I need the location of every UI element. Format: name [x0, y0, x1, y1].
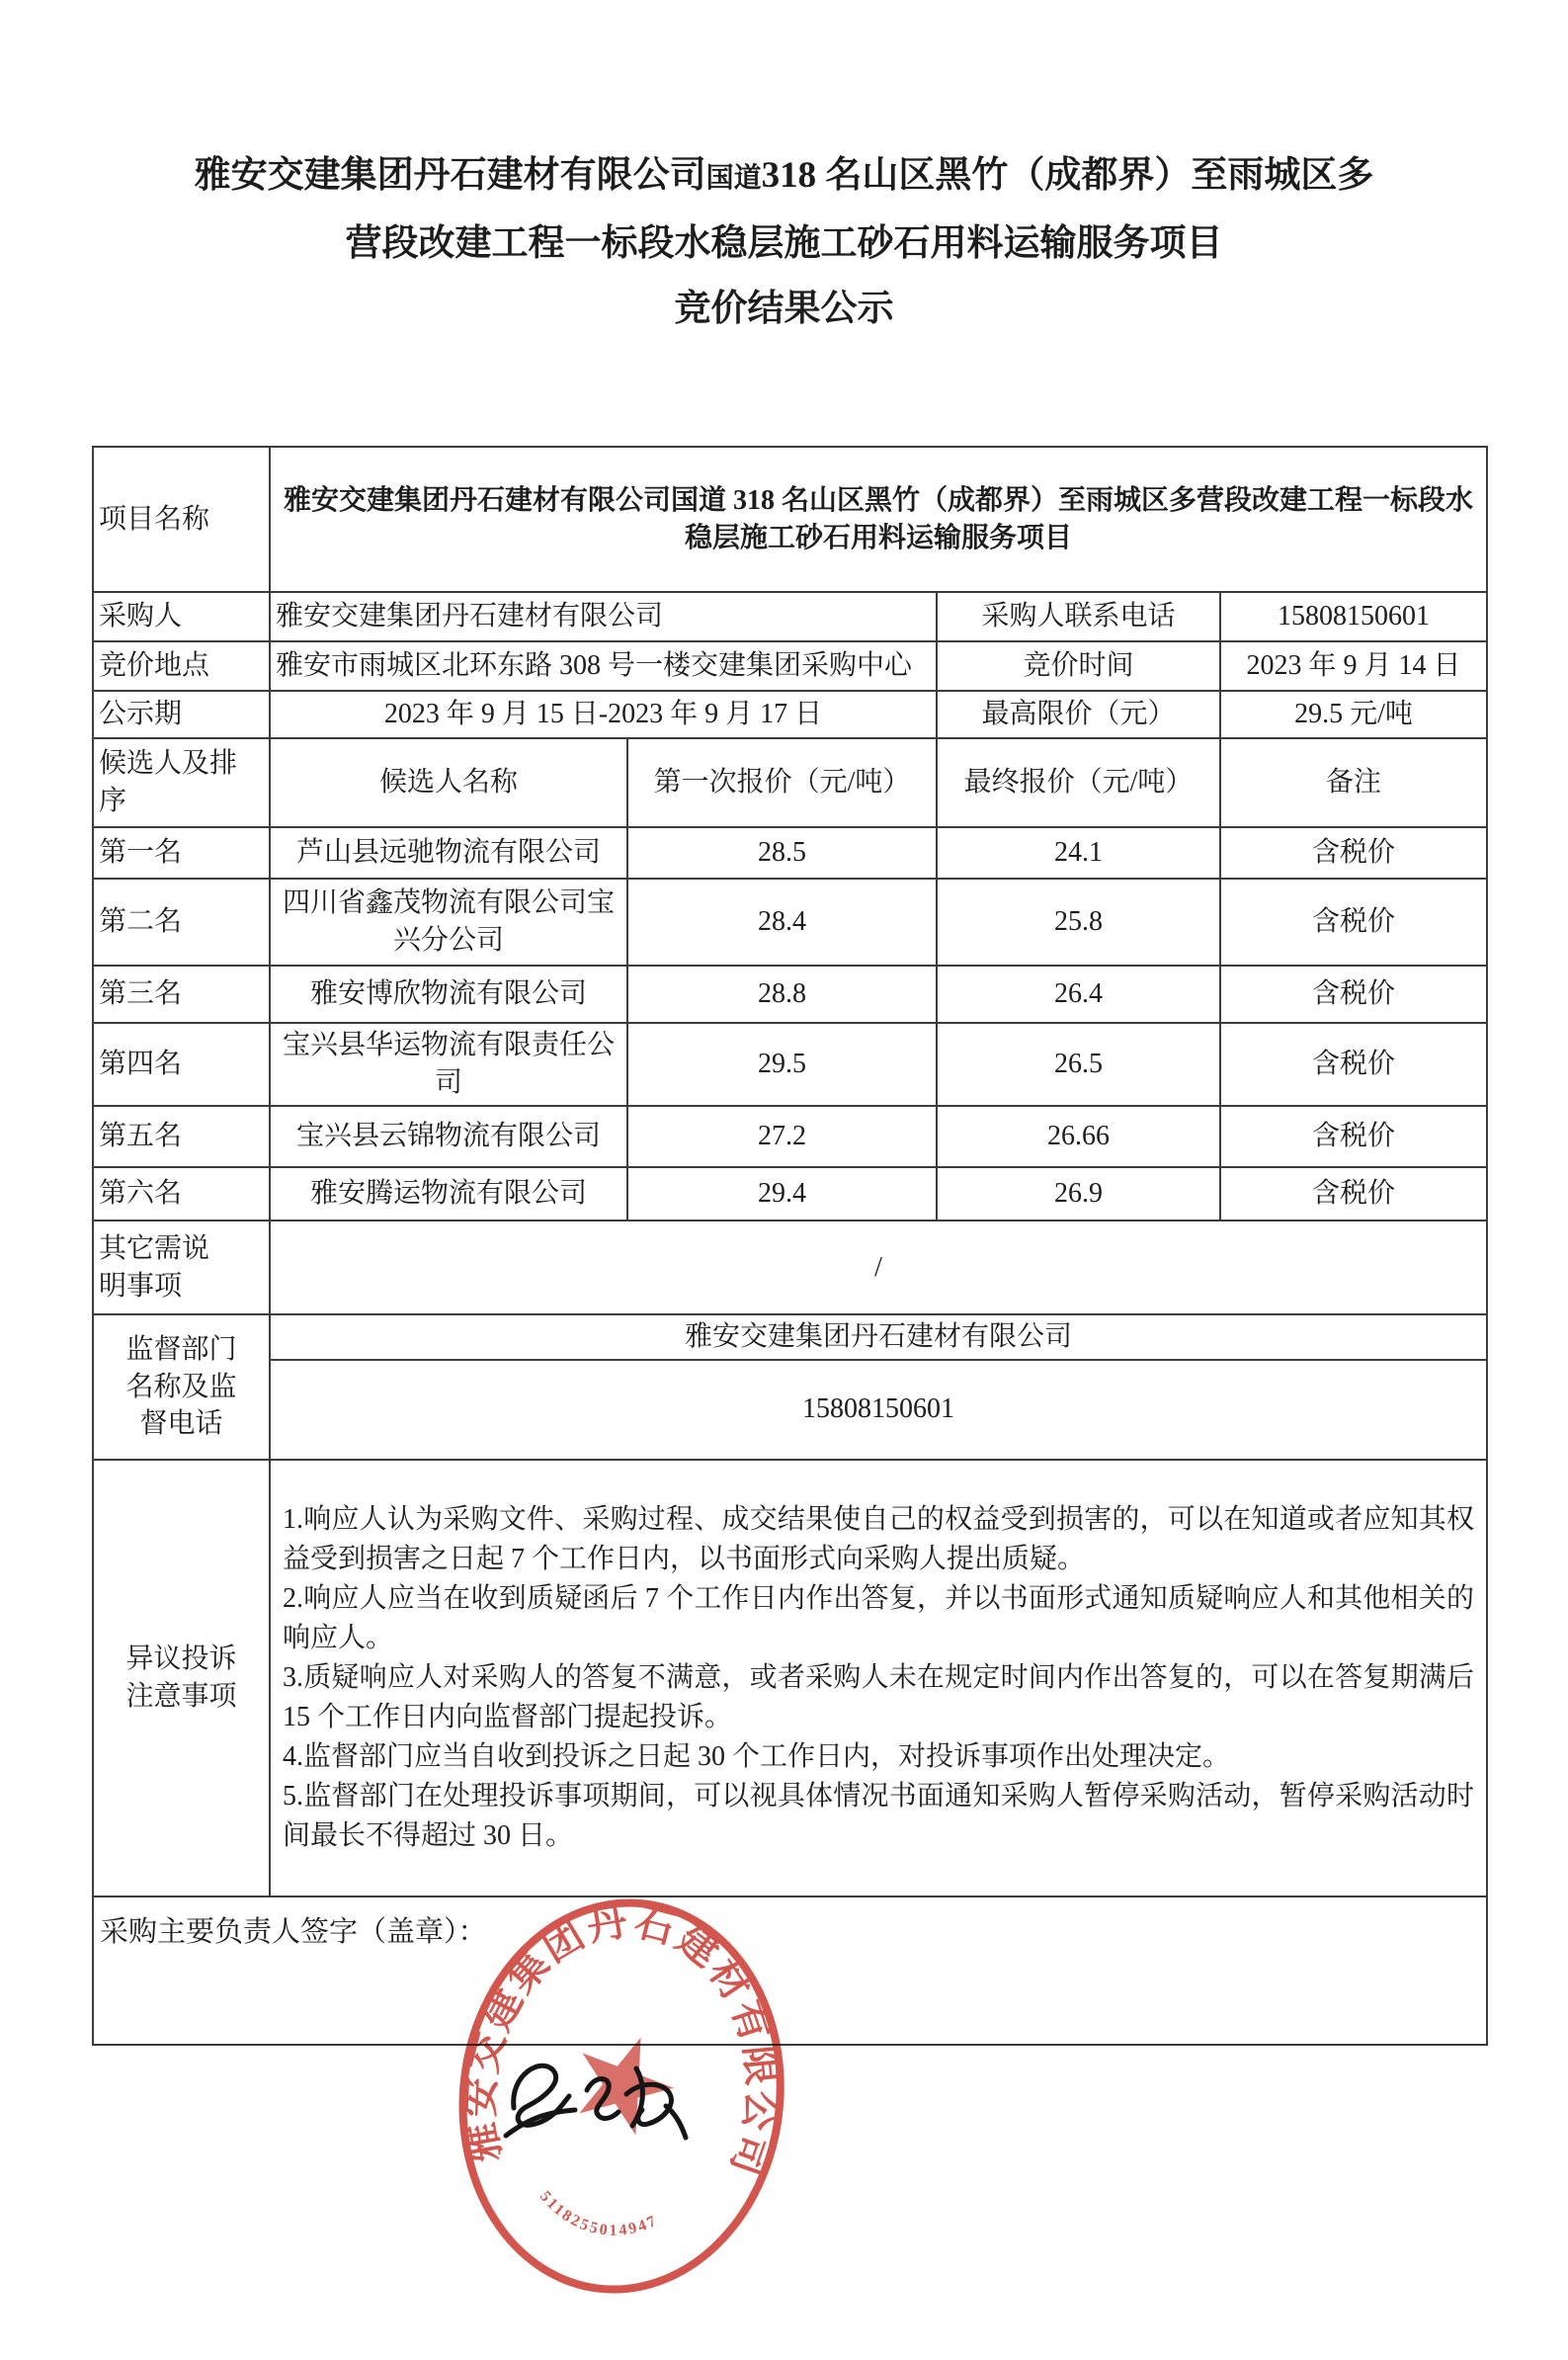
other-notes-value: /: [270, 1221, 1487, 1314]
candidate-name-cell: 宝兴县云锦物流有限公司: [270, 1106, 627, 1167]
rank-cell: 第一名: [93, 827, 270, 879]
publicity-label: 公示期: [93, 691, 270, 738]
header-first-price: 第一次报价（元/吨）: [627, 738, 937, 827]
table-row: [93, 966, 1487, 1023]
note-cell: 含税价: [1220, 966, 1487, 1023]
rank-cell: 第三名: [93, 966, 270, 1023]
row-supervision-name: [93, 1314, 1487, 1360]
title-road-word: 国道: [705, 163, 762, 194]
objection-item-5: 5.监督部门在处理投诉事项期间，可以视具体情况书面通知采购人暂停采购活动，暂停采购活动时间最长不得超过 30 日。: [283, 1780, 1475, 1851]
table-row: [93, 827, 1487, 879]
title-company: 雅安交建集团丹石建材有限公司: [194, 155, 706, 196]
row-objection: [93, 1460, 1487, 1896]
title-line-1: [59, 143, 1509, 211]
table-row: [93, 1106, 1487, 1167]
objection-item-3: 3.质疑响应人对采购人的答复不满意，或者采购人未在规定时间内作出答复的，可以在答复期满后 15 个工作日内向监督部门提起投诉。: [283, 1661, 1475, 1732]
project-name-value: 雅安交建集团丹石建材有限公司国道 318 名山区黑竹（成都界）至雨城区多营段改建工程一标段水稳层施工砂石用料运输服务项目: [270, 447, 1487, 592]
objection-item-4: 4.监督部门应当自收到投诉之日起 30 个工作日内，对投诉事项作出处理决定。: [283, 1740, 1231, 1772]
buyer-label: 采购人: [93, 592, 270, 641]
bid-header-row: [93, 738, 1487, 827]
final-price-cell: 26.4: [937, 966, 1220, 1023]
row-supervision-phone: [93, 1360, 1487, 1460]
seal-company-text: 雅安交建集团丹石建材有限公司: [456, 1898, 784, 2184]
final-price-cell: 24.1: [937, 827, 1220, 879]
first-price-cell: 27.2: [627, 1106, 937, 1167]
title-line1-rest: 318 名山区黑竹（成都界）至雨城区多: [761, 155, 1374, 196]
signature-label: 采购主要负责人签字（盖章）：: [100, 1915, 487, 1948]
row-publicity: [93, 691, 1487, 738]
first-price-cell: 28.5: [627, 827, 937, 879]
buyer-value: 雅安交建集团丹石建材有限公司: [270, 592, 937, 641]
first-price-cell: 28.8: [627, 966, 937, 1023]
time-label: 竞价时间: [937, 641, 1220, 691]
signature-handwriting: [492, 2047, 700, 2163]
first-price-cell: 29.4: [627, 1167, 937, 1221]
objection-item-2: 2.响应人应当在收到质疑函后 7 个工作日内作出答复，并以书面形式通知质疑响应人和其他相关的响应人。: [283, 1582, 1475, 1653]
time-value: 2023 年 9 月 14 日: [1220, 641, 1487, 691]
candidate-name-cell: 宝兴县华运物流有限责任公司: [270, 1023, 627, 1106]
first-price-cell: 29.5: [627, 1023, 937, 1106]
candidate-name-cell: 雅安腾运物流有限公司: [270, 1167, 627, 1221]
row-project-name: [93, 447, 1487, 592]
max-price-label: 最高限价（元）: [937, 691, 1220, 738]
title-line-2: 营段改建工程一标段水稳层施工砂石用料运输服务项目: [345, 223, 1223, 264]
header-candidate-name: 候选人名称: [270, 738, 627, 827]
document-page: [0, 143, 1568, 2360]
objection-items: [270, 1460, 1487, 1896]
objection-item-1: 1.响应人认为采购文件、采购过程、成交结果使自己的权益受到损害的，可以在知道或者应知其权益受到损害之日起 7 个工作日内，以书面形式向采购人提出质疑。: [283, 1503, 1475, 1574]
note-cell: 含税价: [1220, 879, 1487, 966]
header-note: 备注: [1220, 738, 1487, 827]
rank-cell: 第五名: [93, 1106, 270, 1167]
candidate-name-cell: 四川省鑫茂物流有限公司宝兴分公司: [270, 879, 627, 966]
table-row: [93, 879, 1487, 966]
place-label: 竞价地点: [93, 641, 270, 691]
final-price-cell: 26.5: [937, 1023, 1220, 1106]
table-row: [93, 1167, 1487, 1221]
project-name-label: 项目名称: [93, 447, 270, 592]
buyer-phone-label: 采购人联系电话: [937, 592, 1220, 641]
table-row: [93, 1023, 1487, 1106]
rank-cell: 第二名: [93, 879, 270, 966]
objection-label: 异议投诉注意事项: [93, 1460, 270, 1896]
supervision-name-value: 雅安交建集团丹石建材有限公司: [270, 1314, 1487, 1360]
header-final-price: 最终报价（元/吨）: [937, 738, 1220, 827]
note-cell: 含税价: [1220, 1167, 1487, 1221]
note-cell: 含税价: [1220, 1106, 1487, 1167]
note-cell: 含税价: [1220, 1023, 1487, 1106]
supervision-label: 监督部门名称及监督电话: [93, 1314, 270, 1460]
final-price-cell: 25.8: [937, 879, 1220, 966]
row-place: [93, 641, 1487, 691]
seal-number-text: 5118255014947: [536, 2188, 661, 2239]
row-other-notes: [93, 1221, 1487, 1314]
header-rank: 候选人及排序: [93, 738, 270, 827]
candidate-name-cell: 芦山县远驰物流有限公司: [270, 827, 627, 879]
place-value: 雅安市雨城区北环东路 308 号一楼交建集团采购中心: [270, 641, 937, 691]
first-price-cell: 28.4: [627, 879, 937, 966]
supervision-phone-value: 15808150601: [270, 1360, 1487, 1460]
rank-cell: 第四名: [93, 1023, 270, 1106]
title-line-3: 竞价结果公示: [674, 289, 894, 329]
other-notes-label: 其它需说明事项: [93, 1221, 270, 1314]
rank-cell: 第六名: [93, 1167, 270, 1221]
result-table: [92, 446, 1488, 2046]
final-price-cell: 26.9: [937, 1167, 1220, 1221]
final-price-cell: 26.66: [937, 1106, 1220, 1167]
publicity-value: 2023 年 9 月 15 日-2023 年 9 月 17 日: [270, 691, 937, 738]
row-buyer: [93, 592, 1487, 641]
max-price-value: 29.5 元/吨: [1220, 691, 1487, 738]
buyer-phone-value: 15808150601: [1220, 592, 1487, 641]
note-cell: 含税价: [1220, 827, 1487, 879]
document-title: [59, 143, 1509, 342]
candidate-name-cell: 雅安博欣物流有限公司: [270, 966, 627, 1023]
